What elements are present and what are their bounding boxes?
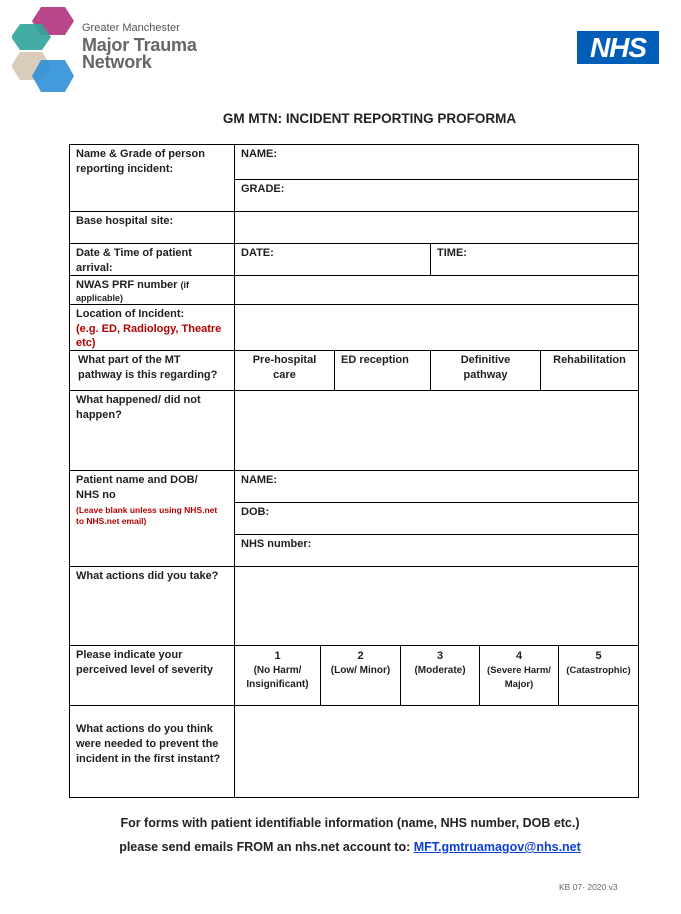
base-hospital-label [70,212,234,243]
patient-name-field[interactable] [235,471,638,502]
date-field[interactable] [235,244,430,275]
severity-option-3[interactable] [401,646,479,705]
severity-text-line-1: (Moderate) [414,665,466,676]
severity-number: 5 [595,650,602,662]
location-field[interactable] [235,305,638,350]
incident-form [69,144,639,798]
severity-text-line-2: Major) [504,679,534,690]
pathway-option-rehabilitation[interactable] [541,351,638,390]
prevent-label-line-2: were needed to prevent the [76,738,219,750]
pathway-option-ed-reception[interactable] [335,351,430,390]
severity-label-line-2: perceived level of severity [76,664,213,676]
org-name-line-1: Major Trauma [82,35,197,55]
pathway-label-line-2: pathway is this regarding? [78,369,218,381]
patient-note-1: (Leave blank unless using NHS.net [76,505,218,515]
nwas-field[interactable] [235,276,638,304]
pathway-option-pre-hospital[interactable] [235,351,334,390]
pathway-label [70,351,234,390]
base-hospital-label-text: Base hospital site: [76,215,174,227]
severity-number: 3 [436,650,444,662]
severity-number: 1 [274,650,281,662]
pathway-option-line-1: Definitive [460,354,511,366]
severity-number: 2 [357,650,364,662]
org-name-small: Greater Manchester [82,22,180,34]
network-logo [12,4,78,96]
severity-label [70,646,234,705]
actions-label-text: What actions did you take? [76,570,219,582]
patient-dob-field[interactable] [235,503,638,534]
contact-email-link[interactable]: MFT.gmtruamagov@nhs.net [413,840,581,854]
patient-nhs-number-field[interactable] [235,535,638,566]
pathway-option-line-1: Pre-hospital [252,354,317,366]
org-name-line-2: Network [82,52,152,72]
severity-text-line-1: (Catastrophic) [566,665,631,676]
logo-hexagon-blue [32,60,74,92]
nwas-label-text: NWAS PRF number [76,279,178,291]
reporter-label [70,145,234,211]
arrival-label-line-2: arrival: [76,262,113,274]
pathway-option-line-2: pathway [463,369,508,381]
location-example-1: (e.g. ED, Radiology, Theatre [76,323,222,335]
patient-label [70,471,234,566]
time-field[interactable] [431,244,638,275]
actions-label [70,567,234,645]
severity-number: 4 [515,650,523,662]
pathway-option-line-1: Rehabilitation [553,354,626,366]
pathway-label-line-1: What part of the MT [78,354,181,366]
location-label [70,305,234,350]
reporter-grade-label: GRADE: [241,183,285,195]
prevent-field[interactable] [235,706,638,797]
reporter-name-label: NAME: [241,148,278,160]
severity-text-line-1: (Severe Harm/ [487,665,551,676]
severity-text-line-1: (No Harm/ [253,665,302,676]
arrival-label [70,244,234,275]
reporter-label-line-1: Name & Grade of person [76,148,205,160]
patient-note-2: to NHS.net email) [76,516,147,526]
patient-name-label: NAME: [241,474,278,486]
nwas-label [70,276,234,304]
prevent-label [70,706,234,797]
footer-notice: For forms with patient identifiable information (name, NHS number, DOB etc.) [120,816,580,830]
location-example-2: etc) [76,337,96,349]
pathway-option-definitive[interactable] [431,351,540,390]
patient-nhs-number-label: NHS number: [241,538,312,550]
severity-option-1[interactable] [235,646,320,705]
happened-label-line-1: What happened/ did not [76,394,201,406]
reporter-label-line-2: reporting incident: [76,163,174,175]
prevent-label-line-1: What actions do you think [76,723,213,735]
base-hospital-field[interactable] [235,212,638,243]
happened-label [70,391,234,470]
pathway-option-line-1: ED reception [341,354,409,366]
reporter-grade-field[interactable] [235,180,638,211]
happened-label-line-2: happen? [76,409,122,421]
severity-label-line-1: Please indicate your [76,649,183,661]
org-name [82,37,197,71]
severity-text-line-2: Insignificant) [246,679,309,690]
pathway-option-line-2: care [273,369,296,381]
patient-label-line-2: NHS no [76,489,116,501]
severity-option-2[interactable] [321,646,400,705]
document-reference: KB 07- 2020 v3 [559,882,618,892]
footer-email-line [0,840,681,854]
nwas-note-1: (if [180,280,190,290]
location-label-text: Location of Incident: [76,308,185,320]
happened-field[interactable] [235,391,638,470]
reporter-name-field[interactable] [235,145,638,179]
severity-text-line-1: (Low/ Minor) [330,665,391,676]
page-title: GM MTN: INCIDENT REPORTING PROFORMA [222,111,517,126]
patient-label-line-1: Patient name and DOB/ [76,474,198,486]
actions-field[interactable] [235,567,638,645]
nhs-logo: NHS [577,31,659,64]
footer-email-prefix: please send emails FROM an nhs.net account to: [119,840,411,854]
arrival-label-line-1: Date & Time of patient [76,247,192,259]
severity-option-5[interactable] [559,646,638,705]
nwas-note-2: applicable) [76,293,124,303]
prevent-label-line-3: incident in the first instant? [76,753,221,765]
patient-dob-label: DOB: [241,506,270,518]
time-label: TIME: [437,247,467,259]
date-label: DATE: [241,247,274,259]
severity-option-4[interactable] [480,646,558,705]
